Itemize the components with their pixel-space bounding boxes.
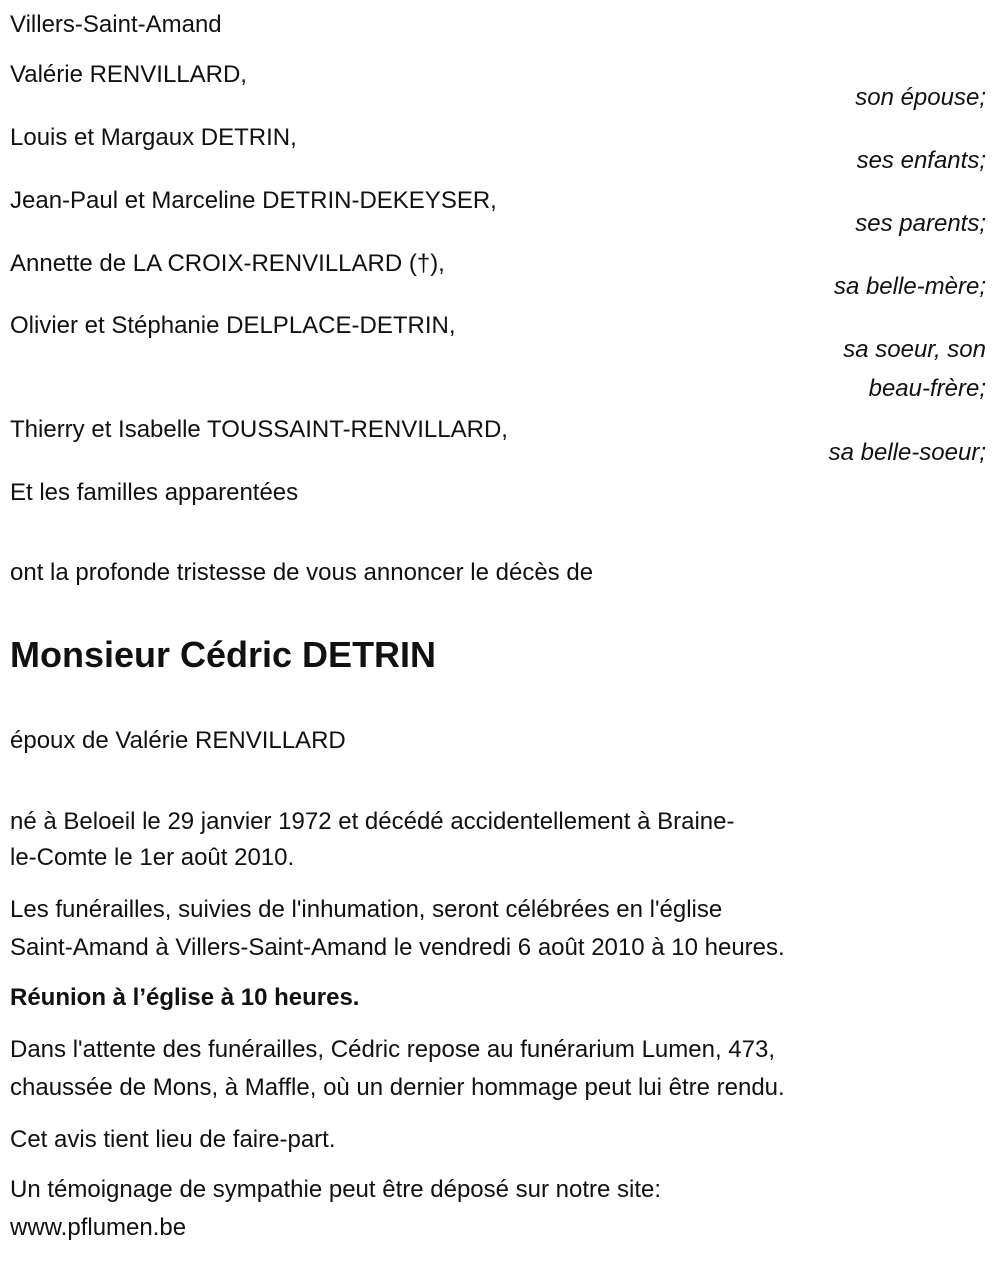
notice-line: Cet avis tient lieu de faire-part. [10,1126,336,1153]
birth-death-line: né à Beloeil le 29 janvier 1972 et décédé accidentellement à Braine- [10,808,735,835]
family-relation: ses enfants; [856,147,986,174]
announcement: ont la profonde tristesse de vous annoncer le décès de [10,559,594,586]
families-line: Et les familles apparentées [10,479,299,506]
family-relation: sa belle-mère; [833,273,986,300]
family-relation: ses parents; [855,210,986,237]
deceased-name: Monsieur Cédric DETRIN [10,634,437,675]
funeral-line: Les funérailles, suivies de l'inhumation, seront célébrées en l'église [10,896,723,923]
birth-death-line: le-Comte le 1er août 2010. [10,844,295,871]
family-relation: sa belle-soeur; [828,439,986,466]
family-member-name: Jean-Paul et Marceline DETRIN-DEKEYSER, [10,187,497,214]
funeral-line: Saint-Amand à Villers-Saint-Amand le vendredi 6 août 2010 à 10 heures. [10,934,785,961]
location: Villers-Saint-Amand [10,11,222,38]
viewing-line: chaussée de Mons, à Maffle, où un dernier hommage peut lui être rendu. [10,1074,785,1101]
family-member-name: Thierry et Isabelle TOUSSAINT-RENVILLARD, [10,416,508,443]
viewing-line: Dans l'attente des funérailles, Cédric repose au funérarium Lumen, 473, [10,1036,776,1063]
meeting-line: Réunion à l’église à 10 heures. [10,984,360,1011]
family-member-name: Olivier et Stéphanie DELPLACE-DETRIN, [10,312,456,339]
spouse-line: époux de Valérie RENVILLARD [10,727,346,754]
family-relation: son épouse; [855,84,986,111]
family-member-name: Annette de LA CROIX-RENVILLARD (†), [10,250,445,277]
website-link[interactable]: www.pflumen.be [10,1214,187,1241]
family-member-name: Louis et Margaux DETRIN, [10,124,297,151]
family-member-name: Valérie RENVILLARD, [10,61,247,88]
family-relation: sa soeur, son [843,336,986,363]
family-relation: beau-frère; [868,375,986,402]
sympathy-line: Un témoignage de sympathie peut être déposé sur notre site: [10,1176,662,1203]
